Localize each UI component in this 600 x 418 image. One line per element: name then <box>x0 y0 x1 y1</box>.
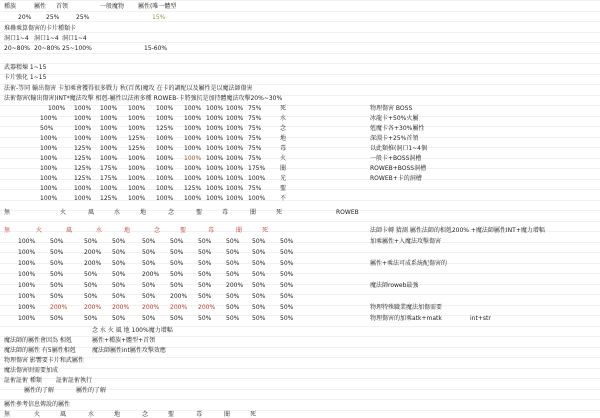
cell: 風 <box>66 227 73 234</box>
cell: 屬性+種族+體型+首領 <box>92 337 156 344</box>
cell: 不 <box>280 195 287 202</box>
cell: 50% <box>50 315 64 322</box>
cell: 50% <box>252 238 266 245</box>
cell: 50% <box>84 238 98 245</box>
cell: 50% <box>280 304 294 311</box>
cell: 100% <box>128 115 146 122</box>
cell: 100% <box>100 115 118 122</box>
cell: 冰龍卡+50%火屬 <box>370 115 419 122</box>
cell: 50% <box>84 293 98 300</box>
cell: 25% <box>46 14 60 21</box>
cell: 100% <box>156 115 174 122</box>
cell: 100% <box>226 145 244 152</box>
cell: 屬性 <box>34 3 47 10</box>
cell: 50% <box>280 282 294 289</box>
cell: 50% <box>280 271 294 278</box>
cell: 屬性的了解 <box>76 387 107 394</box>
cell: 100% <box>156 135 174 142</box>
cell: 火 <box>36 227 43 234</box>
cell: 聖 <box>168 411 175 418</box>
cell: 50% <box>252 304 266 311</box>
cell: 魔法師的屬性會因為 相剋 <box>4 337 72 344</box>
cell: 125% <box>74 155 92 162</box>
cell: 加乘屬性+入魔法攻擊傷害 <box>370 238 442 245</box>
cell: 聖 <box>196 209 203 216</box>
cell: 125% <box>184 185 202 192</box>
cell: 125% <box>128 145 146 152</box>
cell: 100% <box>128 165 146 172</box>
cell: 無 <box>4 227 11 234</box>
cell: 50% <box>170 238 184 245</box>
cell: 法術傷害(輸出傷害)INT*魔法攻擊 相剋-屬性以法術多種 ROWEB-卡將強抗是加持體魔法攻擊20%~30% <box>4 95 283 102</box>
cell: 50% <box>112 238 126 245</box>
cell: 50% <box>40 125 54 132</box>
cell: 100% <box>184 115 202 122</box>
cell: 100% <box>18 260 36 267</box>
cell: 以此類推(洞口1~4個 <box>370 145 428 152</box>
cell: 125% <box>128 135 146 142</box>
cell: 念 <box>154 227 161 234</box>
cell: 物理傷害 影響要卡片和武屬性 <box>4 357 84 364</box>
grid-line <box>0 336 600 337</box>
cell: 50% <box>142 282 156 289</box>
cell: 200% <box>50 304 68 311</box>
cell: 50% <box>142 249 156 256</box>
cell: 100% <box>206 125 224 132</box>
cell: 50% <box>280 315 294 322</box>
cell: 100% <box>128 125 146 132</box>
grid-line <box>0 357 600 358</box>
cell: 100% <box>206 145 224 152</box>
cell: 100% <box>74 195 92 202</box>
grid-line <box>0 21 600 22</box>
cell: 100% <box>184 125 202 132</box>
cell: 50% <box>252 271 266 278</box>
cell: 50% <box>198 249 212 256</box>
cell: 100% <box>206 175 224 182</box>
cell: 50% <box>84 315 98 322</box>
cell: 100% <box>206 155 224 162</box>
cell: 100% <box>74 115 92 122</box>
cell: 法師卡轉 猜測 屬性法師的相剋200% +魔法師屬性INT+魔力增幅 <box>370 227 545 234</box>
cell: 50% <box>50 260 64 267</box>
cell: 50% <box>50 238 64 245</box>
cell: 200% <box>84 249 102 256</box>
cell: 物理傷害 BOSS <box>370 105 413 112</box>
cell: 100% <box>156 185 174 192</box>
cell: 武器精煉 1~15 <box>4 64 47 71</box>
cell: 100% <box>206 195 224 202</box>
cell: 100% <box>128 195 146 202</box>
cell: 200% <box>142 271 160 278</box>
cell: 100% <box>206 185 224 192</box>
grid-line <box>0 0 600 1</box>
cell: 50% <box>280 238 294 245</box>
cell: 屬性+乘法可成系統配傷害的 <box>370 260 448 267</box>
cell: 魔法師的屬性 有5屬性相剋 <box>4 347 76 354</box>
cell: 50% <box>112 293 126 300</box>
cell: 100% <box>18 271 36 278</box>
cell: 75% <box>248 145 262 152</box>
cell: 175% <box>100 175 118 182</box>
cell: 50% <box>198 293 212 300</box>
cell: 100% <box>156 105 174 112</box>
cell: 毒 <box>222 209 229 216</box>
cell: 100% <box>74 135 92 142</box>
cell: 50% <box>280 293 294 300</box>
cell: 50% <box>226 293 240 300</box>
cell: 100% <box>74 125 92 132</box>
cell: 100% <box>18 282 36 289</box>
cell: 50% <box>84 282 98 289</box>
cell: 50% <box>142 315 156 322</box>
cell: 100% <box>40 115 58 122</box>
cell: 200% <box>142 304 160 311</box>
cell: ROWEB+BOSS洞槽 <box>370 165 427 172</box>
cell: 50% <box>252 315 266 322</box>
cell: 50% <box>226 238 240 245</box>
cell: 50% <box>142 260 156 267</box>
cell: 地 <box>124 227 131 234</box>
cell: 200% <box>170 304 188 311</box>
cell: 50% <box>50 249 64 256</box>
cell: 闇 <box>250 209 257 216</box>
cell: 125% <box>156 125 174 132</box>
cell: 50% <box>252 260 266 267</box>
cell: 15-60% <box>144 45 168 52</box>
cell: 50% <box>142 238 156 245</box>
cell: 洞口1~4 <box>34 35 59 42</box>
cell: 50% <box>112 282 126 289</box>
cell: 50% <box>252 249 266 256</box>
cell: 50% <box>112 315 126 322</box>
grid-line <box>0 32 600 33</box>
cell: 死 <box>262 227 269 234</box>
cell: 50% <box>198 260 212 267</box>
cell: 100% <box>40 165 58 172</box>
cell: 100% <box>206 115 224 122</box>
cell: 屬性參考信息傳說的屬性 <box>4 401 71 408</box>
cell: 200% <box>84 304 102 311</box>
cell: 聖 <box>180 227 187 234</box>
cell: 50% <box>112 260 126 267</box>
cell: 100% <box>184 145 202 152</box>
cell: 100% <box>184 195 202 202</box>
cell: 風 <box>60 411 67 418</box>
cell: 念 <box>168 209 175 216</box>
cell: 水 <box>280 115 287 122</box>
cell: 風 <box>88 209 95 216</box>
cell: 50% <box>170 271 184 278</box>
cell: 50% <box>198 271 212 278</box>
cell: 首領 <box>56 3 69 10</box>
cell: 法術-等同 輸出傷害 卡加乘會獲得很多戰力 秋(百萬)魔攻 在卡的調配以及屬性是以魔法師傷害 <box>4 85 253 92</box>
cell: 200% <box>226 282 244 289</box>
cell: 50% <box>226 249 240 256</box>
cell: 50% <box>226 304 240 311</box>
cell: 100% <box>156 165 174 172</box>
cell: 100% <box>206 165 224 172</box>
cell: 100% <box>40 145 58 152</box>
grid-line <box>0 42 600 43</box>
cell: 100% <box>100 125 118 132</box>
cell: 100% <box>184 135 202 142</box>
cell: 証術証術執行 <box>56 377 93 384</box>
cell: 闇 <box>224 411 231 418</box>
cell: 一般卡+BOSS洞槽 <box>370 155 422 162</box>
cell: 魔法師roweb最強 <box>370 282 419 289</box>
cell: 念 <box>280 125 287 132</box>
grid-line <box>0 221 600 222</box>
cell: 50% <box>226 315 240 322</box>
cell: 100% <box>18 304 36 311</box>
cell: 125% <box>74 145 92 152</box>
cell: 100% <box>40 195 58 202</box>
cell: 100% <box>128 175 146 182</box>
cell: 75% <box>248 115 262 122</box>
cell: 魔法師屬性int屬性攻擊效應 <box>92 347 166 354</box>
cell: 水 <box>88 411 95 418</box>
cell: 50% <box>50 293 64 300</box>
cell: 洞口1~4 <box>4 35 29 42</box>
cell: 75% <box>248 125 262 132</box>
grid-line <box>0 326 600 327</box>
grid-line <box>0 53 600 54</box>
cell: 火 <box>60 209 67 216</box>
cell: 100% <box>40 135 58 142</box>
cell: 100% <box>226 135 244 142</box>
cell: 75% <box>248 105 262 112</box>
cell: 25~100% <box>62 45 92 52</box>
cell: 地 <box>140 209 147 216</box>
cell: 20% <box>18 14 32 21</box>
cell: 念 <box>142 411 149 418</box>
cell: 50% <box>112 249 126 256</box>
cell: 75% <box>248 135 262 142</box>
cell: 卡片強化 1~15 <box>4 74 47 81</box>
cell: 50% <box>280 260 294 267</box>
grid-line <box>0 11 600 12</box>
cell: 100% <box>40 175 58 182</box>
cell: 200% <box>170 293 188 300</box>
cell: 50% <box>112 271 126 278</box>
cell: 100% <box>156 175 174 182</box>
cell: 100% <box>40 155 58 162</box>
cell: 地 <box>280 135 287 142</box>
cell: 一般魔物 <box>100 3 125 10</box>
cell: 50% <box>142 293 156 300</box>
cell: 物理傷害的加乘atk+matk <box>370 315 442 322</box>
cell: 闇 <box>236 227 243 234</box>
cell: 100% <box>226 155 244 162</box>
cell: 水 <box>114 209 121 216</box>
cell: 175% <box>100 165 118 172</box>
cell: 毒 <box>196 411 203 418</box>
grid-line <box>0 347 600 348</box>
cell: 剋魔卡各+30%屬性 <box>370 125 425 132</box>
cell: 50% <box>170 315 184 322</box>
cell: 毒 <box>280 145 287 152</box>
cell: int+str <box>470 315 491 322</box>
cell: 50% <box>50 271 64 278</box>
cell: 100% <box>206 135 224 142</box>
cell: 50% <box>170 249 184 256</box>
cell: 100% <box>184 175 202 182</box>
cell: 100% <box>128 185 146 192</box>
cell: 100% <box>18 293 36 300</box>
cell: 125% <box>74 175 92 182</box>
cell: 毒 <box>208 227 215 234</box>
cell: 水 <box>96 227 103 234</box>
cell: 深淵卡+25%首領 <box>370 135 419 142</box>
cell: 念 水 火 風 地 100%魔力增幅 <box>92 327 173 334</box>
cell: 100% <box>18 315 36 322</box>
grid-line <box>0 74 600 75</box>
cell: 100% <box>100 145 118 152</box>
cell: 証術証術 種類 <box>4 377 42 384</box>
cell: 50% <box>198 315 212 322</box>
cell: 15% <box>152 14 166 21</box>
cell: 死 <box>250 411 257 418</box>
cell: 100% <box>226 125 244 132</box>
cell: 火 <box>34 411 41 418</box>
cell: 50% <box>198 238 212 245</box>
cell: 火 <box>280 155 287 162</box>
cell: 50% <box>280 249 294 256</box>
cell: 100% <box>128 105 146 112</box>
cell: 100% <box>74 185 92 192</box>
grid-line <box>0 63 600 64</box>
cell: 100% <box>156 145 174 152</box>
cell: ROWEB <box>336 209 359 216</box>
cell: 100% <box>226 105 244 112</box>
cell: 無 <box>4 209 11 216</box>
cell: 100% <box>226 175 244 182</box>
cell: 光 <box>280 175 287 182</box>
cell: 50% <box>84 271 98 278</box>
cell: 20~80% <box>4 45 30 52</box>
cell: 50% <box>198 282 212 289</box>
cell: 100% <box>156 155 174 162</box>
cell: 100% <box>248 195 266 202</box>
cell: 魔法傷害則需要加成 <box>4 367 59 374</box>
cell: ROWEB+卡的洞槽 <box>370 175 422 182</box>
cell: 闇 <box>280 165 287 172</box>
cell: 50% <box>170 260 184 267</box>
cell: 200% <box>112 304 130 311</box>
cell: 種族 <box>4 3 17 10</box>
cell: 100% <box>226 165 244 172</box>
cell: 100% <box>100 135 118 142</box>
cell: 100% <box>226 195 244 202</box>
grid-line <box>0 399 600 400</box>
cell: 屬性(唯一體型 <box>138 3 177 10</box>
cell: 洞口1~4 <box>62 35 87 42</box>
cell: 100% <box>226 185 244 192</box>
cell: 聖 <box>280 185 287 192</box>
cell: 死 <box>276 209 283 216</box>
cell: 100% <box>18 238 36 245</box>
cell: 100% <box>128 155 146 162</box>
cell: 100% <box>248 175 266 182</box>
cell: 75% <box>248 185 262 192</box>
cell: 50% <box>252 282 266 289</box>
cell: 死 <box>280 105 287 112</box>
cell: 無 <box>4 411 11 418</box>
cell: 堆疊乘算傷害的卡片種類卡 <box>4 25 77 32</box>
cell: 100% <box>226 115 244 122</box>
cell: 100% <box>40 185 58 192</box>
cell: 200% <box>198 304 216 311</box>
cell: 100% <box>48 105 66 112</box>
cell: 100% <box>74 105 92 112</box>
cell: 50% <box>252 293 266 300</box>
cell: 125% <box>100 195 118 202</box>
cell: 100% <box>100 185 118 192</box>
cell: 50% <box>226 271 240 278</box>
cell: 100% <box>156 195 174 202</box>
cell: 50% <box>170 282 184 289</box>
cell: 100% <box>206 105 224 112</box>
cell: 25% <box>76 14 90 21</box>
cell: 100% <box>18 249 36 256</box>
cell: 地 <box>114 411 121 418</box>
cell: 屬性的了解 <box>24 387 55 394</box>
cell: 20~80% <box>34 45 60 52</box>
cell: 200% <box>84 260 102 267</box>
cell: 50% <box>50 282 64 289</box>
cell: 175% <box>248 165 266 172</box>
cell: 75% <box>248 155 262 162</box>
cell: 100% <box>184 105 202 112</box>
cell: 物理特殊職業魔法加傷需要 <box>370 304 443 311</box>
cell: 100% <box>100 105 118 112</box>
cell: 100% <box>184 155 202 162</box>
cell: 100% <box>100 155 118 162</box>
cell: 125% <box>74 165 92 172</box>
grid-line <box>0 368 600 369</box>
cell: 50% <box>226 260 240 267</box>
cell: 100% <box>184 165 202 172</box>
